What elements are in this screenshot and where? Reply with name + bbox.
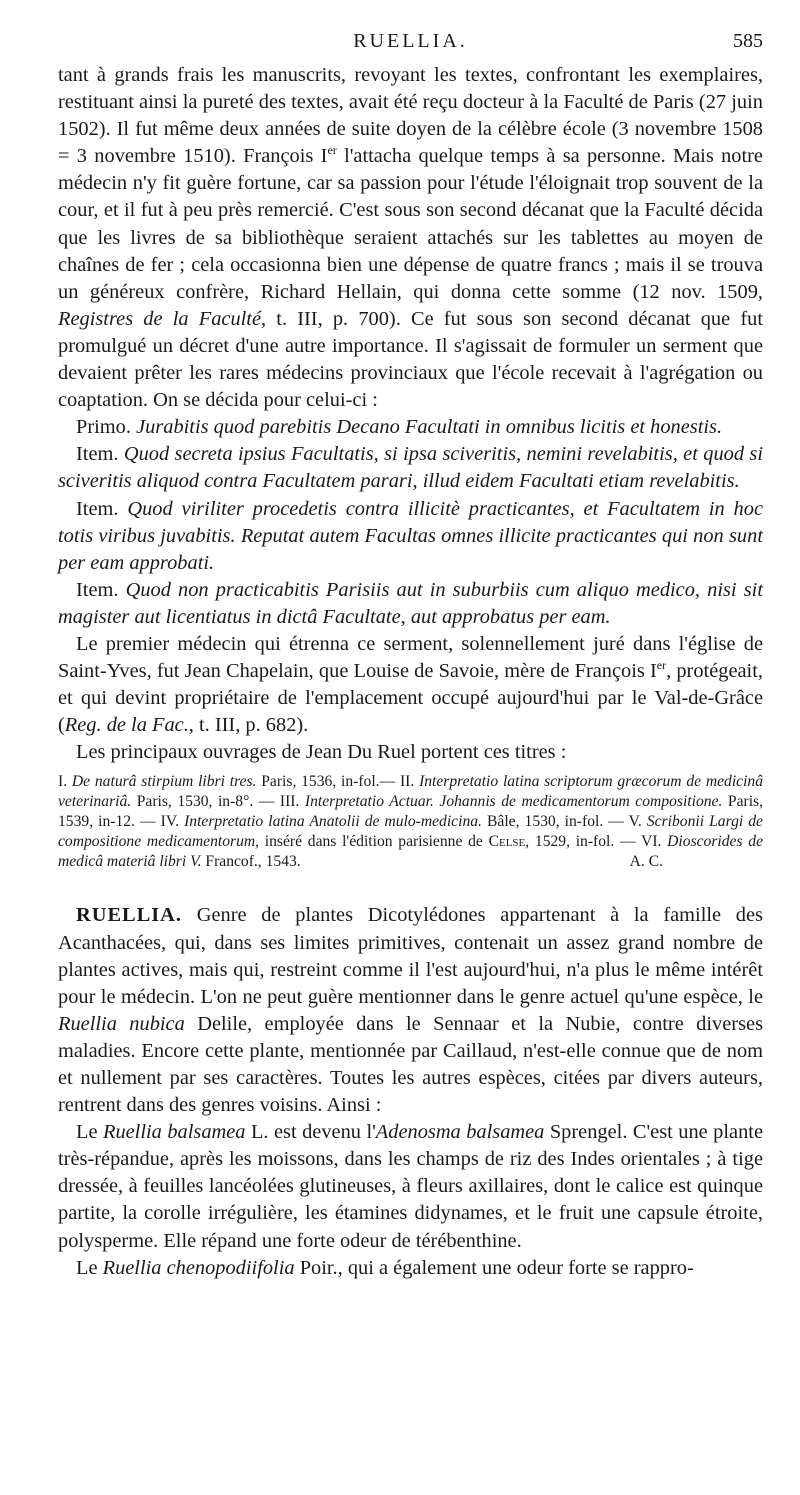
- species-name: Ruellia balsamea: [102, 1121, 246, 1144]
- text-run: tant à grands frais les manuscrits, revoyant les textes, confrontant les exemplaires, restituant ainsi la pureté des textes, avait été reçu docteur à la Faculté de Paris (27 juin 1502). Il fut même deux années de suite doyen de la célèbre école (3 novembre 1508 = 3 novembre 1510). François I: [58, 64, 763, 168]
- oath-clause-1: [58, 414, 763, 441]
- biblio-details: Francof., 1543.: [201, 853, 301, 871]
- oath-lead: Item.: [76, 578, 119, 601]
- ruellia-paragraph-2: [58, 1119, 763, 1254]
- biblio-title: Interpretatio latina scriptorum græcorum de medicinâ veterinariâ.: [58, 773, 763, 811]
- biblio-title: Interpretatio latina Anatolii de mulo-medicina.: [184, 813, 482, 831]
- text-run: Le: [76, 1256, 103, 1279]
- text-run: Genre de plantes Dicotylédones appartenant à la famille des Acanthacées, qui, dans ses limites primitives, contenait un assez grand nombre de plantes actives, mais qui, restreint comme il l'est aujourd'hui, n'a plus le même intérêt pour le médecin. L'on ne peut guère mentionner dans le genre actuel qu'une espèce, le: [58, 904, 763, 1008]
- biblio-number: I.: [58, 773, 72, 791]
- biblio-details: Paris, 1530, in-8°. —: [131, 793, 280, 811]
- citation-title: Registres de la Faculté: [58, 307, 262, 330]
- biblio-number: II.: [399, 773, 420, 791]
- superscript: er: [327, 143, 337, 158]
- species-name: Ruellia nubica: [58, 1012, 185, 1035]
- biblio-details: Paris, 1536, in-fol.—: [256, 773, 400, 791]
- text-run: l'attacha quelque temps à sa personne. Mais notre médecin n'y fit guère fortune, car sa passion pour l'étude l'éloignait trop souvent de la cour, et il fut à peu près remercié. C'est sous son second décanat que la Faculté décida que les livres de sa bibliothèque seraient attachés sur les tablettes au moyen de chaînes de fer ; cela occasionna bien une dépense de quatre francs ; mais il se trouva un généreux confrère, Richard Hellain, qui donna cette somme (12 nov. 1509,: [58, 145, 763, 303]
- running-title: RUELLIA.: [353, 30, 468, 52]
- biblio-title: Dioscorides de medicâ materiâ libri V.: [58, 833, 763, 871]
- entry-headword: RUELLIA.: [76, 904, 183, 927]
- oath-text: Quod non practicabitis Parisiis aut in suburbiis cum aliquo medico, nisi sit magister aut licentiatus in dictâ Facultate, aut approbatus per eam.: [58, 578, 763, 628]
- text-run: , protégeait, et qui devint propriétaire de l'emplacement occupé aujourd'hui par le Val-de-Grâce (: [58, 660, 763, 737]
- biblio-details: inséré dans l'édition parisienne de: [259, 833, 489, 851]
- biblio-title: Scribonii Largi de compositione medicamentorum,: [58, 813, 763, 851]
- oath-lead: Primo.: [76, 416, 131, 439]
- text-run: Poir., qui a également une odeur forte se rappro-: [294, 1256, 694, 1279]
- species-name: Ruellia chenopodiifolia: [102, 1256, 295, 1279]
- paragraph-chapelain: [58, 631, 763, 739]
- text-run: , t. III, p. 700). Ce fut sous son second décanat que fut promulgué un décret d'une autre importance. Il s'agissait de formuler un serment que devaient prêter les rares médecins provinciaux que l'école recevait à l'agrégation ou coaptation. On se décida pour celui-ci :: [58, 307, 763, 412]
- main-text: [58, 62, 763, 1282]
- superscript: er: [656, 658, 667, 673]
- biblio-number: III.: [279, 793, 305, 811]
- paragraph-works-intro: Les principaux ouvrages de Jean Du Ruel portent ces titres :: [76, 741, 567, 764]
- text-run: Delile, employée dans le Sennaar et la Nubie, contre diverses maladies. Encore cette plante, mentionnée par Caillaud, n'est-elle connue que de nom et nullement par ses caractères. Toutes les autres espèces, citées par divers auteurs, rentrent dans des genres voisins. Ainsi :: [58, 1012, 763, 1117]
- oath-clause-2: [58, 441, 763, 495]
- entry-ruellia: [58, 902, 763, 1281]
- ruellia-paragraph-1: [58, 902, 763, 1119]
- citation-title: Reg. de la Fac.: [64, 714, 189, 737]
- paragraph-ruel-biography: [58, 62, 763, 414]
- ruellia-paragraph-3: [58, 1255, 763, 1282]
- oath-text: Quod viriliter procedetis contra illicitè practicantes, et Facultatem in hoc totis viribus juvabitis. Reputat autem Facultas omnes illicite practicantes qui non sunt per eam approbati.: [58, 497, 763, 574]
- page-header: [58, 30, 763, 58]
- biblio-title: De naturâ stirpium libri tres.: [71, 773, 257, 791]
- bibliography: [58, 772, 763, 872]
- text-run: L. est devenu l': [245, 1121, 376, 1144]
- page-number: 585: [733, 30, 763, 52]
- text-run: , t. III, p. 682).: [188, 714, 309, 737]
- oath-clause-4: [58, 577, 763, 631]
- text-run: Le: [76, 1121, 103, 1144]
- biblio-number: V.: [628, 813, 647, 831]
- oath-text: Jurabitis quod parebitis Decano Facultati in omnibus licitis et honestis.: [136, 416, 723, 439]
- text-run: Sprengel. C'est une plante très-répandue, après les moissons, dans les champs de riz des Indes orientales ; à tige dressée, à feuilles lancéolées glutineuses, à fleurs axillaires, dont le calice est quinque partite, la corolle irrégulière, les étamines didynames, et le fruit une capsule étroite, polysperme. Elle répand une forte odeur de térébenthine.: [58, 1121, 763, 1252]
- biblio-number: IV.: [160, 813, 185, 831]
- species-name: Adenosma balsamea: [375, 1121, 545, 1144]
- biblio-number: VI.: [641, 833, 668, 851]
- oath-text: Quod secreta ipsius Facultatis, si ipsa sciveritis, nemini revelabitis, et quod si sciveritis aliquod contra Facultatem parari, illud eidem Facultati etiam revelabitis.: [58, 443, 763, 493]
- text-run: Le premier médecin qui étrenna ce serment, solennellement juré dans l'église de Saint-Yves, fut Jean Chapelain, que Louise de Savoie, mère de François I: [58, 632, 763, 683]
- biblio-details: Bâle, 1530, in-fol. —: [481, 813, 629, 831]
- biblio-author-smallcaps: Celse: [488, 833, 526, 851]
- biblio-title: Interpretatio Actuar. Johannis de medicamentorum compositione.: [304, 793, 723, 811]
- biblio-details: Paris, 1539, in-12. —: [58, 793, 763, 831]
- oath-lead: Item.: [76, 443, 119, 466]
- oath-clause-3: [58, 496, 763, 577]
- biblio-details: , 1529, in-fol. —: [525, 833, 642, 851]
- oath-lead: Item.: [76, 497, 119, 520]
- author-signature: A. C.: [629, 853, 663, 871]
